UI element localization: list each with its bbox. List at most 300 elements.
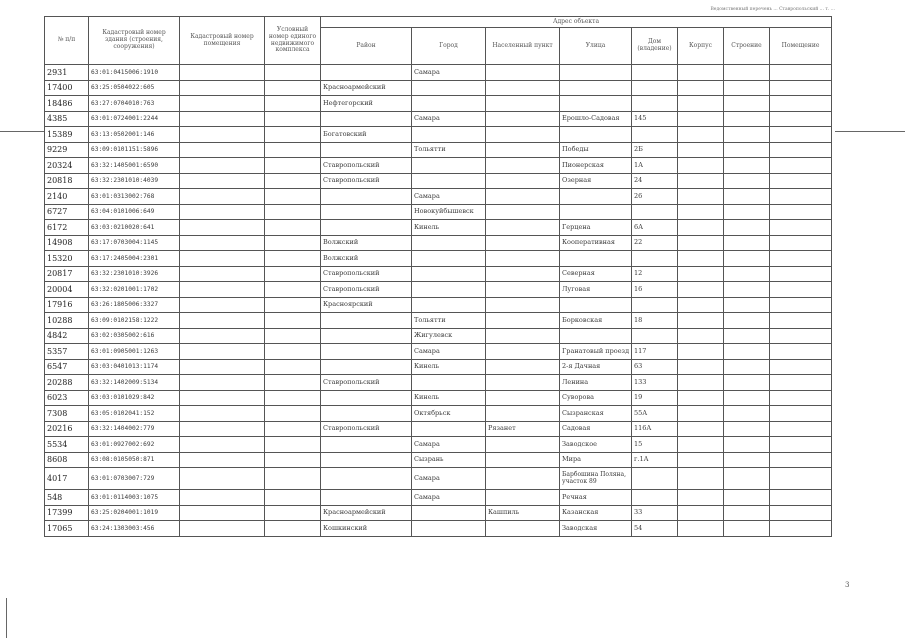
page-number: 3 xyxy=(845,581,850,589)
conditional-number-cell xyxy=(265,297,321,313)
row-number: 15389 xyxy=(45,127,89,143)
district-cell: Ставропольский xyxy=(321,375,412,391)
settlement-cell xyxy=(486,521,560,537)
settlement-cell xyxy=(486,282,560,298)
cadastral-number: 63:01:0415006:1910 xyxy=(89,65,180,81)
street-cell xyxy=(560,328,632,344)
row-number: 4017 xyxy=(45,468,89,490)
cadastral-number: 63:03:0101029:842 xyxy=(89,390,180,406)
cadastral-number: 63:01:0724001:2244 xyxy=(89,111,180,127)
cadastral-premises-cell xyxy=(180,266,265,282)
korpus-cell xyxy=(678,344,724,360)
cadastral-number: 63:13:0502001:146 xyxy=(89,127,180,143)
table-row xyxy=(45,406,832,422)
room-cell xyxy=(770,521,832,537)
room-cell xyxy=(770,328,832,344)
row-number: 20216 xyxy=(45,421,89,437)
row-number: 20817 xyxy=(45,266,89,282)
district-cell xyxy=(321,313,412,329)
korpus-cell xyxy=(678,437,724,453)
conditional-number-cell xyxy=(265,158,321,174)
conditional-number-cell xyxy=(265,220,321,236)
cadastral-number: 63:01:0905001:1263 xyxy=(89,344,180,360)
stroenie-cell xyxy=(724,158,770,174)
row-number: 2931 xyxy=(45,65,89,81)
street-cell: Гранатовый проезд xyxy=(560,344,632,360)
street-cell xyxy=(560,127,632,143)
house-cell: 12 xyxy=(632,266,678,282)
cadastral-number: 63:03:0401013:1174 xyxy=(89,359,180,375)
house-cell xyxy=(632,490,678,506)
city-cell: Самара xyxy=(412,490,486,506)
room-cell xyxy=(770,375,832,391)
room-cell xyxy=(770,390,832,406)
city-cell: Самара xyxy=(412,437,486,453)
room-cell xyxy=(770,96,832,112)
cadastral-number: 63:25:0204001:1019 xyxy=(89,505,180,521)
city-cell: Жигулевск xyxy=(412,328,486,344)
stroenie-cell xyxy=(724,375,770,391)
district-cell: Волжский xyxy=(321,235,412,251)
stroenie-cell xyxy=(724,313,770,329)
street-cell: Озерная xyxy=(560,173,632,189)
header-city: Город xyxy=(412,28,486,65)
cadastral-premises-cell xyxy=(180,375,265,391)
street-cell: Казанская xyxy=(560,505,632,521)
table-row xyxy=(45,204,832,220)
header-korpus: Корпус xyxy=(678,28,724,65)
table-row xyxy=(45,111,832,127)
table-row xyxy=(45,375,832,391)
room-cell xyxy=(770,204,832,220)
district-cell: Ставропольский xyxy=(321,158,412,174)
street-cell: Пионерская xyxy=(560,158,632,174)
city-cell xyxy=(412,505,486,521)
korpus-cell xyxy=(678,313,724,329)
settlement-cell xyxy=(486,468,560,490)
room-cell xyxy=(770,251,832,267)
stroenie-cell xyxy=(724,266,770,282)
city-cell xyxy=(412,80,486,96)
room-cell xyxy=(770,266,832,282)
house-cell: 6А xyxy=(632,220,678,236)
stroenie-cell xyxy=(724,282,770,298)
table-row xyxy=(45,521,832,537)
conditional-number-cell xyxy=(265,142,321,158)
korpus-cell xyxy=(678,251,724,267)
city-cell: Тольятти xyxy=(412,313,486,329)
table-row xyxy=(45,421,832,437)
cadastral-premises-cell xyxy=(180,204,265,220)
city-cell: Самара xyxy=(412,189,486,205)
header-n: № п/п xyxy=(45,17,89,65)
table-row xyxy=(45,235,832,251)
street-cell: Мира xyxy=(560,452,632,468)
house-cell xyxy=(632,328,678,344)
stroenie-cell xyxy=(724,127,770,143)
table-row xyxy=(45,452,832,468)
conditional-number-cell xyxy=(265,328,321,344)
corner-note: Ведомственный перечень ... Ставропольский ... т. ... xyxy=(710,7,835,12)
city-cell: Октябрьск xyxy=(412,406,486,422)
cadastral-number: 63:32:2301010:3926 xyxy=(89,266,180,282)
korpus-cell xyxy=(678,328,724,344)
row-number: 7308 xyxy=(45,406,89,422)
room-cell xyxy=(770,297,832,313)
cadastral-number: 63:08:0105050:871 xyxy=(89,452,180,468)
street-cell: Речная xyxy=(560,490,632,506)
conditional-number-cell xyxy=(265,251,321,267)
room-cell xyxy=(770,313,832,329)
settlement-cell: Кашпиль xyxy=(486,505,560,521)
district-cell: Красноармейский xyxy=(321,80,412,96)
settlement-cell xyxy=(486,65,560,81)
district-cell: Волжский xyxy=(321,251,412,267)
settlement-cell xyxy=(486,390,560,406)
settlement-cell xyxy=(486,251,560,267)
stroenie-cell xyxy=(724,437,770,453)
conditional-number-cell xyxy=(265,505,321,521)
district-cell xyxy=(321,359,412,375)
stroenie-cell xyxy=(724,452,770,468)
city-cell: Самара xyxy=(412,344,486,360)
cadastral-premises-cell xyxy=(180,297,265,313)
conditional-number-cell xyxy=(265,421,321,437)
cadastral-number: 63:03:0210020:641 xyxy=(89,220,180,236)
row-number: 6172 xyxy=(45,220,89,236)
house-cell: 19 xyxy=(632,390,678,406)
korpus-cell xyxy=(678,235,724,251)
header-cadastral-building: Кадастровый номер здания (строения, сооружения) xyxy=(89,17,180,65)
table-row xyxy=(45,65,832,81)
district-cell: Кошкинский xyxy=(321,521,412,537)
settlement-cell xyxy=(486,266,560,282)
room-cell xyxy=(770,406,832,422)
house-cell: г.1А xyxy=(632,452,678,468)
settlement-cell xyxy=(486,452,560,468)
settlement-cell xyxy=(486,111,560,127)
conditional-number-cell xyxy=(265,173,321,189)
stroenie-cell xyxy=(724,220,770,236)
house-cell: 55А xyxy=(632,406,678,422)
street-cell: 2-я Дачная xyxy=(560,359,632,375)
conditional-number-cell xyxy=(265,344,321,360)
settlement-cell xyxy=(486,189,560,205)
district-cell: Красноярский xyxy=(321,297,412,313)
stroenie-cell xyxy=(724,359,770,375)
district-cell xyxy=(321,390,412,406)
district-cell xyxy=(321,111,412,127)
settlement-cell xyxy=(486,490,560,506)
city-cell: Тольятти xyxy=(412,142,486,158)
conditional-number-cell xyxy=(265,468,321,490)
header-house: Дом (владение) xyxy=(632,28,678,65)
conditional-number-cell xyxy=(265,359,321,375)
cadastral-premises-cell xyxy=(180,158,265,174)
row-number: 4385 xyxy=(45,111,89,127)
street-cell xyxy=(560,80,632,96)
district-cell xyxy=(321,328,412,344)
row-number: 6547 xyxy=(45,359,89,375)
conditional-number-cell xyxy=(265,266,321,282)
scan-artifact-line xyxy=(6,598,7,638)
stroenie-cell xyxy=(724,142,770,158)
house-cell: 63 xyxy=(632,359,678,375)
settlement-cell xyxy=(486,204,560,220)
city-cell xyxy=(412,375,486,391)
cadastral-premises-cell xyxy=(180,468,265,490)
row-number: 17399 xyxy=(45,505,89,521)
cadastral-premises-cell xyxy=(180,344,265,360)
registry-table xyxy=(44,16,832,537)
korpus-cell xyxy=(678,421,724,437)
table-row xyxy=(45,251,832,267)
street-cell: Победы xyxy=(560,142,632,158)
settlement-cell xyxy=(486,359,560,375)
korpus-cell xyxy=(678,189,724,205)
cadastral-number: 63:01:0313002:768 xyxy=(89,189,180,205)
settlement-cell xyxy=(486,375,560,391)
city-cell xyxy=(412,282,486,298)
room-cell xyxy=(770,158,832,174)
row-number: 5534 xyxy=(45,437,89,453)
cadastral-premises-cell xyxy=(180,390,265,406)
city-cell: Кинель xyxy=(412,220,486,236)
table-row xyxy=(45,359,832,375)
korpus-cell xyxy=(678,521,724,537)
row-number: 548 xyxy=(45,490,89,506)
cadastral-premises-cell xyxy=(180,359,265,375)
row-number: 9229 xyxy=(45,142,89,158)
room-cell xyxy=(770,235,832,251)
settlement-cell xyxy=(486,406,560,422)
house-cell: 133 xyxy=(632,375,678,391)
conditional-number-cell xyxy=(265,96,321,112)
city-cell: Кинель xyxy=(412,390,486,406)
row-number: 20004 xyxy=(45,282,89,298)
street-cell xyxy=(560,297,632,313)
korpus-cell xyxy=(678,282,724,298)
house-cell xyxy=(632,80,678,96)
city-cell: Самара xyxy=(412,111,486,127)
header-room: Помещение xyxy=(770,28,832,65)
stroenie-cell xyxy=(724,189,770,205)
cadastral-premises-cell xyxy=(180,220,265,236)
korpus-cell xyxy=(678,220,724,236)
settlement-cell xyxy=(486,127,560,143)
cadastral-number: 63:24:1303003:456 xyxy=(89,521,180,537)
stroenie-cell xyxy=(724,468,770,490)
row-number: 6023 xyxy=(45,390,89,406)
stroenie-cell xyxy=(724,390,770,406)
table-row xyxy=(45,505,832,521)
cadastral-premises-cell xyxy=(180,406,265,422)
house-cell: 33 xyxy=(632,505,678,521)
room-cell xyxy=(770,468,832,490)
korpus-cell xyxy=(678,297,724,313)
room-cell xyxy=(770,421,832,437)
stroenie-cell xyxy=(724,490,770,506)
header-district: Район xyxy=(321,28,412,65)
settlement-cell xyxy=(486,235,560,251)
cadastral-premises-cell xyxy=(180,189,265,205)
city-cell: Новокуйбышевск xyxy=(412,204,486,220)
cadastral-premises-cell xyxy=(180,80,265,96)
room-cell xyxy=(770,189,832,205)
conditional-number-cell xyxy=(265,204,321,220)
korpus-cell xyxy=(678,96,724,112)
conditional-number-cell xyxy=(265,406,321,422)
stroenie-cell xyxy=(724,111,770,127)
conditional-number-cell xyxy=(265,437,321,453)
conditional-number-cell xyxy=(265,235,321,251)
cadastral-premises-cell xyxy=(180,251,265,267)
house-cell xyxy=(632,96,678,112)
table-row xyxy=(45,390,832,406)
korpus-cell xyxy=(678,127,724,143)
conditional-number-cell xyxy=(265,127,321,143)
header-stroenie: Строение xyxy=(724,28,770,65)
settlement-cell xyxy=(486,142,560,158)
street-cell: Ленина xyxy=(560,375,632,391)
house-cell: 116А xyxy=(632,421,678,437)
settlement-cell xyxy=(486,313,560,329)
district-cell xyxy=(321,468,412,490)
korpus-cell xyxy=(678,406,724,422)
korpus-cell xyxy=(678,65,724,81)
street-cell: Ерошло-Садовая xyxy=(560,111,632,127)
cadastral-number: 63:17:0703004:1145 xyxy=(89,235,180,251)
table-row xyxy=(45,96,832,112)
house-cell: 145 xyxy=(632,111,678,127)
cadastral-number: 63:01:0703007:729 xyxy=(89,468,180,490)
district-cell xyxy=(321,220,412,236)
cadastral-number: 63:01:0114003:1075 xyxy=(89,490,180,506)
district-cell xyxy=(321,344,412,360)
conditional-number-cell xyxy=(265,313,321,329)
cadastral-premises-cell xyxy=(180,96,265,112)
district-cell: Ставропольский xyxy=(321,173,412,189)
street-cell: Суворова xyxy=(560,390,632,406)
room-cell xyxy=(770,452,832,468)
house-cell: 1А xyxy=(632,158,678,174)
cadastral-premises-cell xyxy=(180,421,265,437)
korpus-cell xyxy=(678,490,724,506)
stroenie-cell xyxy=(724,251,770,267)
korpus-cell xyxy=(678,505,724,521)
cadastral-premises-cell xyxy=(180,437,265,453)
room-cell xyxy=(770,65,832,81)
settlement-cell xyxy=(486,344,560,360)
settlement-cell xyxy=(486,297,560,313)
street-cell xyxy=(560,204,632,220)
city-cell: Самара xyxy=(412,468,486,490)
district-cell: Нефтегорский xyxy=(321,96,412,112)
table-row xyxy=(45,220,832,236)
house-cell xyxy=(632,297,678,313)
cadastral-premises-cell xyxy=(180,452,265,468)
city-cell xyxy=(412,266,486,282)
row-number: 6727 xyxy=(45,204,89,220)
cadastral-premises-cell xyxy=(180,111,265,127)
row-number: 20288 xyxy=(45,375,89,391)
cadastral-number: 63:25:0504022:605 xyxy=(89,80,180,96)
room-cell xyxy=(770,437,832,453)
district-cell: Ставропольский xyxy=(321,421,412,437)
district-cell xyxy=(321,189,412,205)
cadastral-number: 63:32:2301010:4039 xyxy=(89,173,180,189)
cadastral-number: 63:02:0305002:616 xyxy=(89,328,180,344)
korpus-cell xyxy=(678,452,724,468)
city-cell xyxy=(412,173,486,189)
cadastral-number: 63:32:1402009:5134 xyxy=(89,375,180,391)
street-cell xyxy=(560,96,632,112)
table-row xyxy=(45,158,832,174)
row-number: 8608 xyxy=(45,452,89,468)
district-cell: Ставропольский xyxy=(321,282,412,298)
cadastral-number: 63:27:0704010:763 xyxy=(89,96,180,112)
row-number: 20324 xyxy=(45,158,89,174)
district-cell: Красноармейский xyxy=(321,505,412,521)
conditional-number-cell xyxy=(265,189,321,205)
stroenie-cell xyxy=(724,344,770,360)
cadastral-premises-cell xyxy=(180,127,265,143)
conditional-number-cell xyxy=(265,375,321,391)
cadastral-number: 63:32:1404002:779 xyxy=(89,421,180,437)
stroenie-cell xyxy=(724,521,770,537)
cadastral-premises-cell xyxy=(180,65,265,81)
korpus-cell xyxy=(678,158,724,174)
table-row xyxy=(45,189,832,205)
room-cell xyxy=(770,173,832,189)
table-row xyxy=(45,468,832,490)
row-number: 10288 xyxy=(45,313,89,329)
table-row xyxy=(45,173,832,189)
header-conditional-number: Условный номер единого недвижимого комплекса xyxy=(265,17,321,65)
district-cell xyxy=(321,204,412,220)
house-cell: 117 xyxy=(632,344,678,360)
settlement-cell xyxy=(486,437,560,453)
header-street: Улица xyxy=(560,28,632,65)
house-cell: 16 xyxy=(632,282,678,298)
house-cell: 2Б xyxy=(632,142,678,158)
row-number: 15320 xyxy=(45,251,89,267)
conditional-number-cell xyxy=(265,390,321,406)
conditional-number-cell xyxy=(265,521,321,537)
city-cell xyxy=(412,235,486,251)
stroenie-cell xyxy=(724,204,770,220)
city-cell xyxy=(412,421,486,437)
table-row xyxy=(45,328,832,344)
header-address-group: Адрес объекта xyxy=(321,17,832,28)
table-row xyxy=(45,344,832,360)
house-cell xyxy=(632,251,678,267)
cadastral-number: 63:32:0201001:1702 xyxy=(89,282,180,298)
room-cell xyxy=(770,142,832,158)
stroenie-cell xyxy=(724,297,770,313)
house-cell xyxy=(632,204,678,220)
room-cell xyxy=(770,80,832,96)
table-row xyxy=(45,80,832,96)
row-number: 17400 xyxy=(45,80,89,96)
korpus-cell xyxy=(678,111,724,127)
city-cell: Сызрань xyxy=(412,452,486,468)
conditional-number-cell xyxy=(265,80,321,96)
stroenie-cell xyxy=(724,173,770,189)
korpus-cell xyxy=(678,204,724,220)
cadastral-number: 63:09:0101151:5896 xyxy=(89,142,180,158)
house-cell: 54 xyxy=(632,521,678,537)
